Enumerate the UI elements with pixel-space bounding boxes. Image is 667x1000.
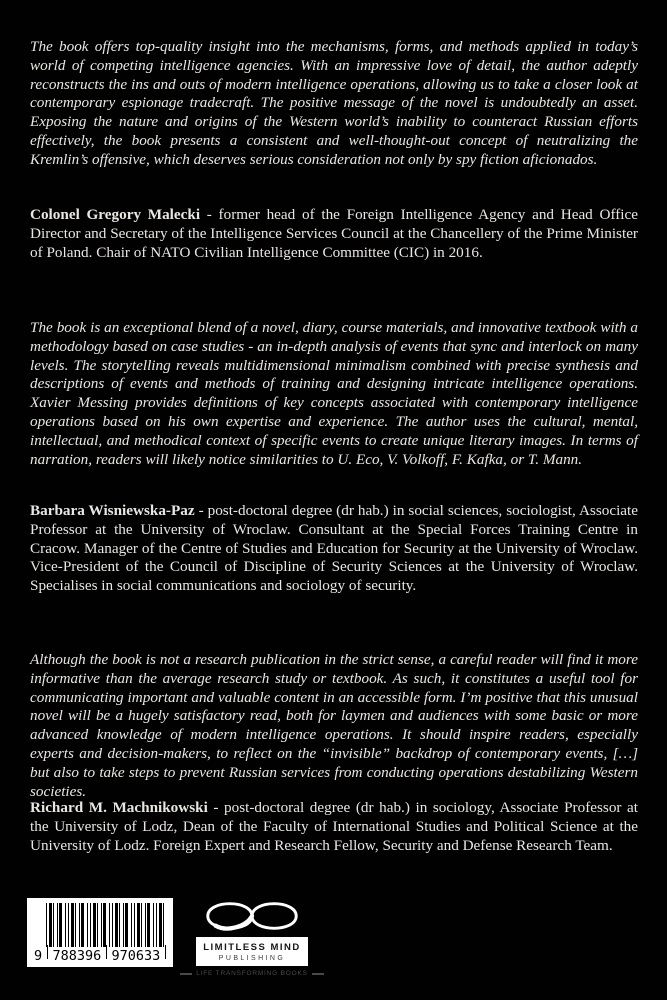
reviewer-bio-2: - post-doctoral degree (dr hab.) in social sciences, sociologist, Associate Professor at the University of Wroclaw. Consultant at the Special Forces Training Centre in Cracow. Manager of the Centre of Studies and Education for Security at the University of Wroclaw. Vice-President of the Council of Discipline of Security Sciences at the University of Wroclaw. Specialises in social communications and sociology of security. xyxy=(30,502,639,595)
endorsement-quote-3: Although the book is not a research publication in the strict sense, a careful reader will find it more informative than the average research study or textbook. As such, it constitutes a useful tool for communicating important and valuable content in an accessible form. I’m positive that this unusual novel will be a hugely satisfactory read, both for laymen and audiences with some basic or more advanced knowledge of modern intelligence operations. It should inspire readers, especially experts and decision-makers, to reflect on the “invisible” backdrop of contemporary events, […] but also to take steps to prevent Russian services from conducting operations destabilizing Western societies. xyxy=(30,651,638,800)
publisher-tagline xyxy=(180,970,323,977)
isbn-digits xyxy=(34,947,166,964)
endorsement-attribution-3 xyxy=(30,799,638,855)
publisher-name: LIMITLESS MIND xyxy=(203,942,301,953)
endorsement-quote-2: The book is an exceptional blend of a novel, diary, course materials, and innovative textbook with a methodology based on case studies - an in-depth analysis of events that sync and interlock on many levels. The storytelling reveals multidimensional minimalism combined with precise synthesis and descriptions of events and methods of training and designing intricate intelligence operations. Xavier Messing provides definitions of key concepts associated with contemporary intelligence operations based on his own expertise and experience. The author uses the cultural, mental, intellectual, and methodical context of specific events to create unique literary images. In terms of narration, readers will likely notice similarities to U. Eco, V. Volkoff, F. Kafka, or T. Mann. xyxy=(30,319,638,468)
reviewer-name-1: Colonel Gregory Malecki xyxy=(30,206,201,223)
isbn-group-1: 788396 xyxy=(52,948,102,964)
barcode-guard-middle xyxy=(106,945,107,959)
reviewer-name-2: Barbara Wisniewska-Paz xyxy=(30,502,195,519)
endorsement-attribution-2 xyxy=(30,502,638,596)
isbn-digit-lead: 9 xyxy=(34,948,43,964)
publisher-logo xyxy=(190,893,314,977)
tagline-rule-left xyxy=(180,973,192,975)
barcode-guard-left xyxy=(47,945,48,959)
tagline-rule-right xyxy=(312,973,324,975)
reviewer-name-3: Richard M. Machnikowski xyxy=(30,799,208,816)
publisher-type: PUBLISHING xyxy=(218,955,286,962)
barcode-guard-right xyxy=(165,945,166,959)
tagline-text: LIFE TRANSFORMING BOOKS xyxy=(196,970,308,977)
barcode-bars xyxy=(46,903,166,947)
reviewer-bio-3: - post-doctoral degree (dr hab.) in sociology, Associate Professor at the University of Lodz, Dean of the Faculty of International Studies and Political Science at the University of Lodz. Foreign Expert and Research Fellow, Security and Defense Research Team. xyxy=(30,799,639,854)
reviewer-bio-1: - former head of the Foreign Intelligence Agency and Head Office Director and Secretary of the Intelligence Services Council at the Chancellery of the Prime Minister of Poland. Chair of NATO Civilian Intelligence Committee (CIC) in 2016. xyxy=(30,206,638,261)
isbn-barcode xyxy=(27,898,173,967)
endorsement-attribution-1 xyxy=(30,206,638,262)
isbn-group-2: 970633 xyxy=(111,948,161,964)
endorsement-quote-1: The book offers top-quality insight into the mechanisms, forms, and methods applied in today’s world of competing intelligence agencies. With an impressive love of detail, the author adeptly reconstructs the ins and outs of modern intelligence operations, allowing us to take a closer look at contemporary espionage tradecraft. The positive message of the novel is undoubtedly an asset. Exposing the nature and origins of the Western world’s inability to counteract Russian efforts effectively, the book presents a consistent and well-thought-out concept of neutralizing the Kremlin’s offensive, which deserves serious consideration not only by spy fiction aficionados. xyxy=(30,38,638,168)
publisher-nameplate xyxy=(196,937,308,966)
infinity-icon xyxy=(202,893,302,939)
